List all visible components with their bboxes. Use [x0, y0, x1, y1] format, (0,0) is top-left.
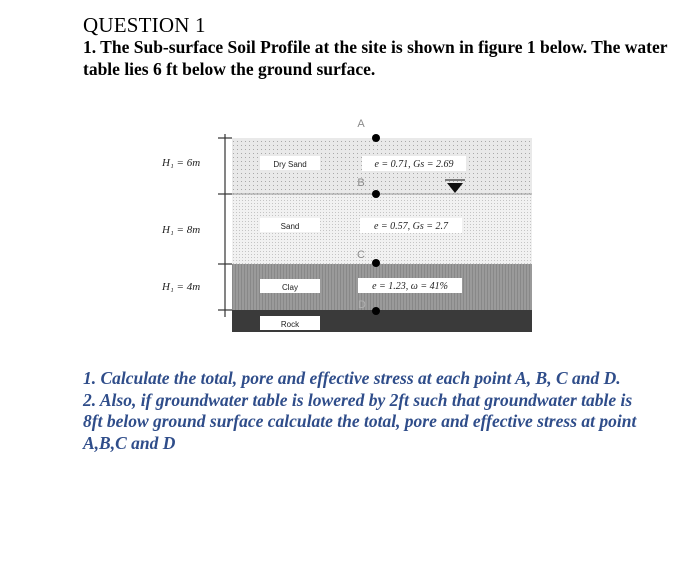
- point-label-d: D: [358, 299, 366, 311]
- layer-3-name: Clay: [281, 283, 299, 292]
- question-heading: [83, 14, 683, 80]
- point-label-c: C: [357, 249, 365, 261]
- task-2: 2. Also, if groundwater table is lowered by 2ft such that groundwater table is 8ft below ground surface calculate the total, pore and effective stress at point A,B,C and D: [83, 389, 637, 453]
- layer-3-properties: e = 1.23, ω = 41%: [372, 281, 448, 292]
- task-list: [83, 368, 643, 454]
- point-c-marker: [372, 259, 380, 267]
- layer-1-name: Dry Sand: [273, 160, 307, 169]
- soil-profile-figure: [160, 112, 540, 342]
- point-b-marker: [372, 190, 380, 198]
- layer-1-properties: e = 0.71, Gs = 2.69: [374, 159, 454, 170]
- question-intro: 1. The Sub-surface Soil Profile at the site is shown in figure 1 below. The water table lies 6 ft below the ground surface.: [83, 37, 668, 79]
- question-label: QUESTION 1: [83, 13, 206, 37]
- point-label-a: A: [357, 118, 365, 130]
- base-layer-name: Rock: [280, 320, 300, 329]
- soil-profile-diagram: [160, 112, 540, 342]
- task-1: 1. Calculate the total, pore and effective stress at each point A, B, C and D.: [83, 368, 621, 388]
- point-a-marker: [372, 134, 380, 142]
- point-label-b: B: [357, 177, 365, 189]
- layer-2-properties: e = 0.57, Gs = 2.7: [373, 221, 449, 232]
- layer-2-name: Sand: [280, 222, 300, 231]
- layer-1-thickness: H₁ = 6m: [162, 157, 201, 169]
- layer-3-thickness: H₁ = 4m: [162, 281, 201, 293]
- layer-2-thickness: H₁ = 8m: [162, 224, 201, 236]
- point-d-marker: [372, 307, 380, 315]
